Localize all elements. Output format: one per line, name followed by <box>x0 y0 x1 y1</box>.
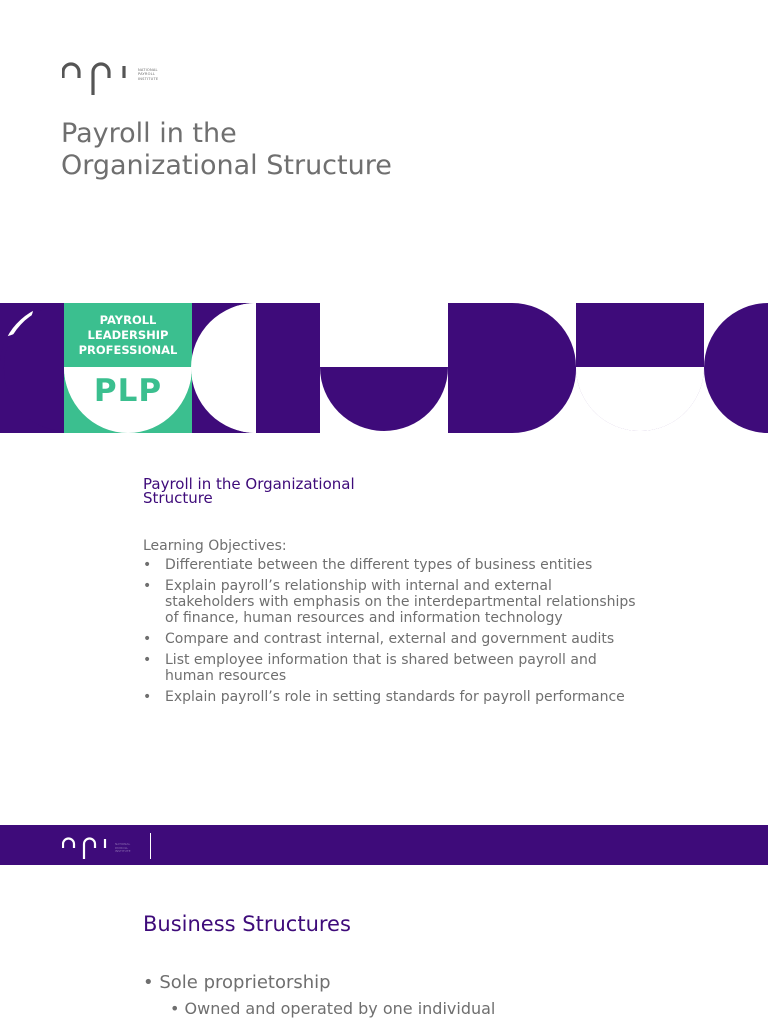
page-title-line-1: Payroll in the <box>61 118 237 149</box>
bullet: • <box>143 557 152 573</box>
bullet: • <box>143 652 152 668</box>
plp-badge-line-1: PAYROLL <box>99 312 157 327</box>
shape-bowl <box>256 303 448 433</box>
footer-logo <box>62 837 152 861</box>
objectives-label: Learning Objectives: <box>143 538 287 554</box>
shape-block-2 <box>448 303 576 433</box>
section-heading-line-2: Structure <box>143 489 213 507</box>
sole-proprietorship-item: • Sole proprietorship <box>143 972 331 993</box>
section-heading-line-1: Payroll in the Organizational <box>143 475 355 493</box>
business-structures-title: Business Structures <box>143 912 351 936</box>
list-item <box>143 578 643 626</box>
objective-text: List employee information that is shared between payroll and human resources <box>165 652 597 684</box>
bullet: • <box>143 689 152 705</box>
plp-badge-line-3: PROFESSIONAL <box>78 342 178 357</box>
shape-left-block <box>0 303 64 433</box>
logo-subtext: NATIONAL PAYROLL INSTITUTE <box>138 68 159 81</box>
list-item <box>143 557 643 573</box>
objectives-list <box>143 557 643 710</box>
footer-band <box>0 825 768 865</box>
page-title <box>61 118 661 182</box>
plp-abbreviation: PLP <box>93 373 163 409</box>
npi-logo-icon <box>62 62 132 98</box>
list-item <box>143 689 643 705</box>
bullet: • <box>143 578 152 594</box>
npi-logo <box>62 62 162 98</box>
plp-badge-text <box>64 303 192 367</box>
plp-badge-line-2: LEADERSHIP <box>87 327 169 342</box>
list-item <box>143 652 643 684</box>
section-heading <box>143 477 443 505</box>
objective-text: Explain payroll’s role in setting standards for payroll performance <box>165 689 625 705</box>
list-item <box>143 631 643 647</box>
shape-right-edge <box>704 303 768 433</box>
shape-right-half-circle <box>191 303 256 433</box>
footer-logo-subtext: NATIONAL PAYROLL INSTITUTE <box>115 842 131 854</box>
objective-text: Explain payroll’s relationship with internal and external stakeholders with emphasis on the interdepartmental relationships of finance, human resources and information technology <box>165 578 636 626</box>
shape-arch <box>576 303 704 431</box>
objective-text: Differentiate between the different types of business entities <box>165 557 593 573</box>
footer-npi-logo-icon <box>62 837 112 861</box>
page-title-line-2: Organizational Structure <box>61 150 392 181</box>
footer-divider <box>150 833 151 859</box>
plp-circle <box>64 367 192 433</box>
bullet: • <box>143 631 152 647</box>
objective-text: Compare and contrast internal, external and government audits <box>165 631 615 647</box>
sole-proprietorship-subitem: • Owned and operated by one individual <box>170 999 496 1018</box>
